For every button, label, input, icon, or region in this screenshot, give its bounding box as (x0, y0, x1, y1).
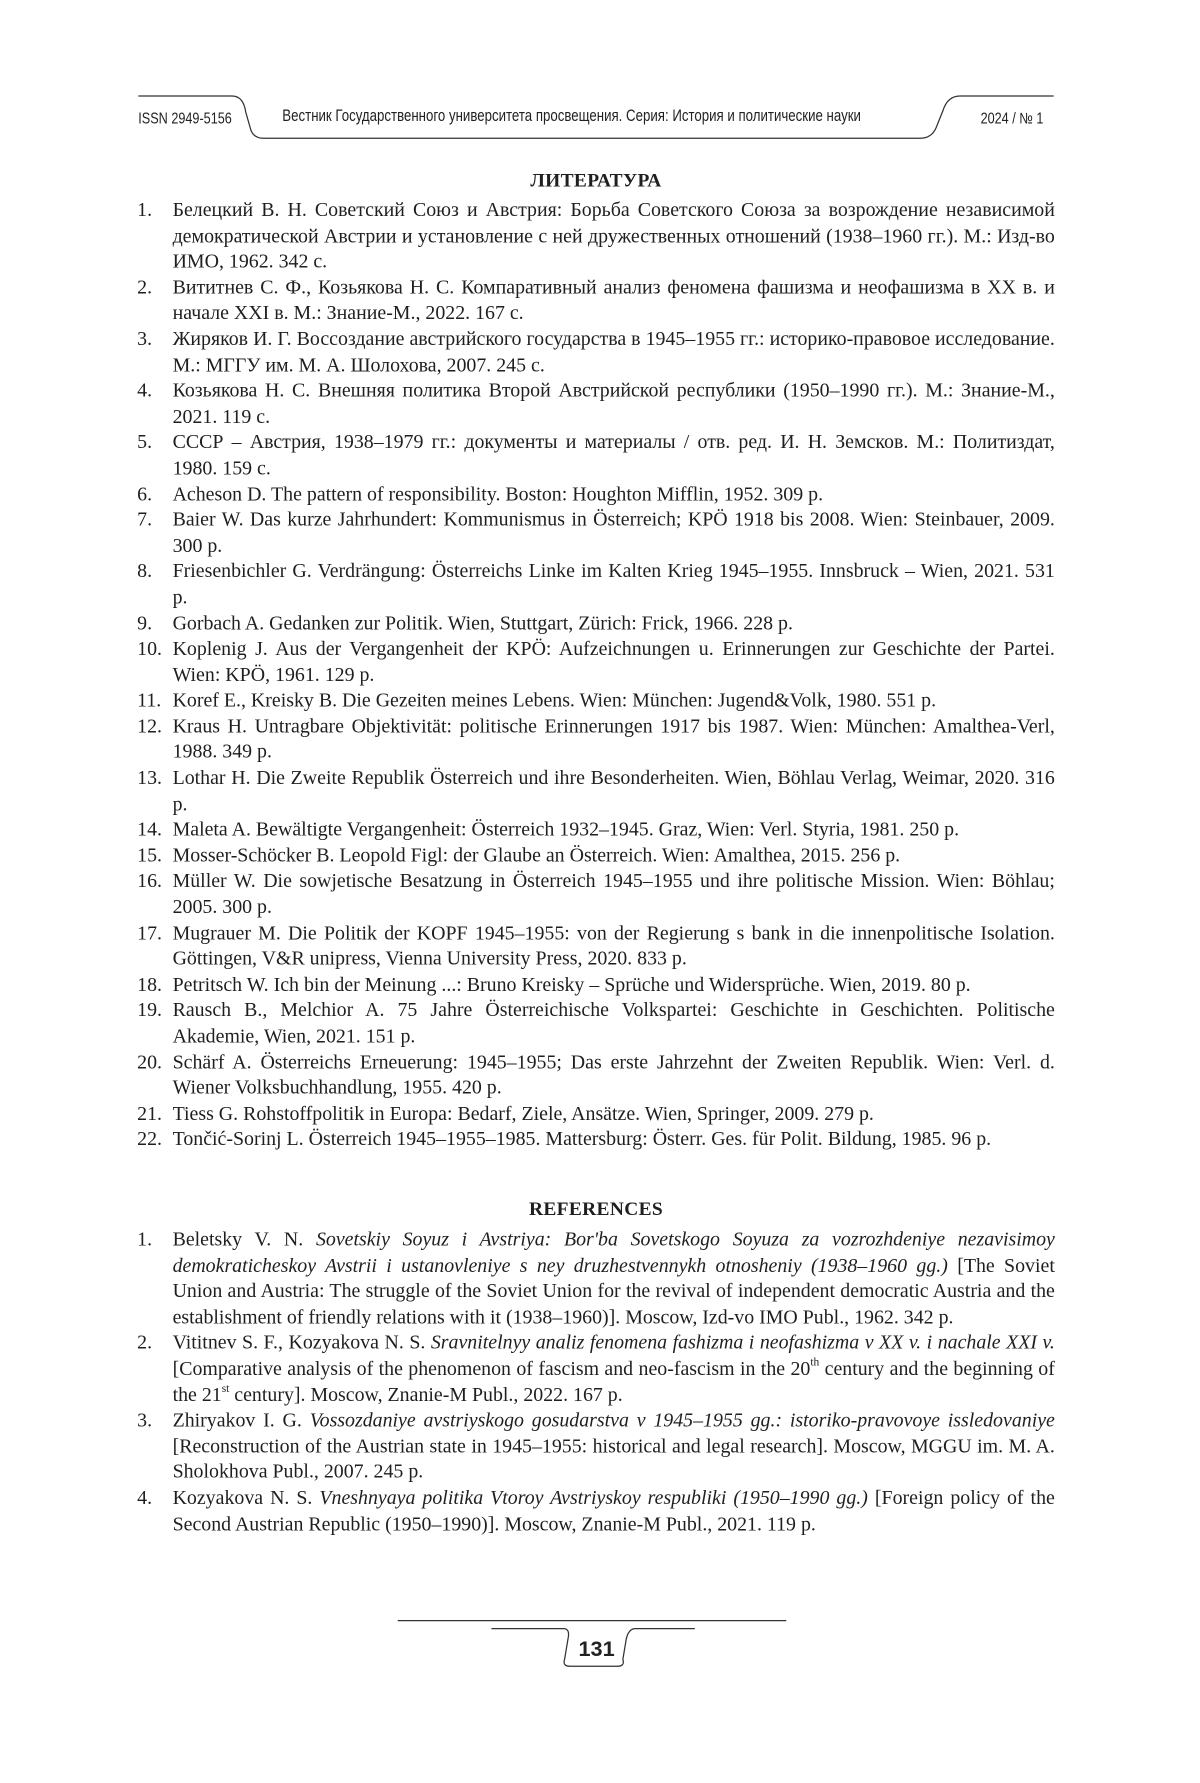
item-text: Acheson D. The pattern of responsibility. Boston: Houghton Mifflin, 1952. 309 p. (172, 481, 824, 505)
item-number: 3. (137, 326, 153, 350)
ref-translation: century]. Moscow, Znanie-M Publ., 2022. 167 p. (229, 1382, 623, 1406)
literature-item (137, 377, 1055, 429)
references-list (137, 1226, 1055, 1536)
literature-item (137, 274, 1055, 326)
item-text: Tiess G. Rohstoffpolitik in Europa: Bedarf, Ziele, Ansätze. Wien, Springer, 2009. 279 p. (172, 1101, 874, 1125)
item-number: 20. (137, 1049, 162, 1073)
literature-item (137, 636, 1055, 688)
item-number: 1. (137, 197, 153, 221)
item-text: Gorbach A. Gedanken zur Politik. Wien, Stuttgart, Zürich: Frick, 1966. 228 p. (172, 610, 793, 634)
literature-item (137, 506, 1055, 558)
literature-list (137, 197, 1055, 1152)
ref-title-transliterated: Sravnitelnyy analiz fenomena fashizma i neofashizma v XX v. i nachale XXI v. (430, 1330, 1055, 1354)
literature-item (137, 1126, 1055, 1152)
item-number: 13. (137, 765, 162, 789)
item-text: Козьякова Н. С. Внешняя политика Второй Австрийской республики (1950–1990 гг.). М.: Знание-М., 2021. 119 с. (172, 378, 1055, 428)
item-number: 6. (137, 481, 153, 505)
item-number: 21. (137, 1101, 162, 1125)
item-number: 7. (137, 507, 153, 531)
item-number: 22. (137, 1127, 162, 1151)
literature-item (137, 1100, 1055, 1126)
reference-item (137, 1407, 1055, 1484)
literature-item (137, 713, 1055, 765)
literature-item (137, 326, 1055, 378)
item-number: 2. (137, 275, 153, 299)
literature-item (137, 842, 1055, 868)
item-text: Mosser-Schöcker B. Leopold Figl: der Glaube an Österreich. Wien: Amalthea, 2015. 256 p. (172, 843, 901, 867)
literature-item (137, 481, 1055, 507)
item-number: 18. (137, 972, 162, 996)
item-text: Белецкий В. Н. Советский Союз и Австрия: Борьба Советского Союза за возрождение независимой демократической Австрии и установление с ней дружественных отношений (1938–1960 гг.). М.: Изд-во ИМО, 1962. 342 с. (172, 197, 1055, 273)
literature-item (137, 687, 1055, 713)
reference-item (137, 1484, 1055, 1536)
item-number: 10. (137, 636, 162, 660)
item-number: 4. (137, 1485, 153, 1509)
item-text: СССР – Австрия, 1938–1979 гг.: документы и материалы / отв. ред. И. Н. Земсков. М.: Политиздат, 1980. 159 с. (172, 430, 1055, 479)
item-number: 19. (137, 998, 162, 1022)
item-number: 15. (137, 843, 162, 867)
ref-translation: [Reconstruction of the Austrian state in 1945–1955: historical and legal research]. Moscow, MGGU im. M. A. Sholokhova Publ., 2007. 245 p. (172, 1433, 1055, 1483)
item-text: Вититнев С. Ф., Козьякова Н. С. Компаративный анализ феномена фашизма и неофашизма в XX в. и начале XXI в. М.: Знание-М., 2022. 167 с. (172, 275, 1055, 324)
literature-item (137, 816, 1055, 842)
item-text: Koplenig J. Aus der Vergangenheit der KPÖ: Aufzeichnungen u. Erinnerungen zur Geschichte der Partei. Wien: KPÖ, 1961. 129 p. (172, 636, 1055, 686)
item-text: Müller W. Die sowjetische Besatzung in Österreich 1945–1955 und ihre politische Mission. Wien: Böhlau; 2005. 300 p. (172, 869, 1055, 918)
item-number: 17. (137, 920, 162, 944)
item-text: Baier W. Das kurze Jahrhundert: Kommunismus in Österreich; KPÖ 1918 bis 2008. Wien: Steinbauer, 2009. 300 p. (172, 507, 1055, 557)
reference-item (137, 1330, 1055, 1407)
item-number: 16. (137, 869, 162, 892)
ref-translation: [Foreign policy of the Second Austrian Republic (1950–1990)]. Moscow, Znanie-M Publ., 2021. 119 p. (172, 1485, 1055, 1535)
item-text: Kraus H. Untragbare Objektivität: politische Erinnerungen 1917 bis 1987. Wien: München: Amalthea-Verl, 1988. 349 p. (172, 714, 1055, 763)
literature-item (137, 868, 1055, 920)
ref-author: Kozyakova N. S. (172, 1485, 313, 1509)
item-text: Rausch B., Melchior A. 75 Jahre Österreichische Volkspartei: Geschichte in Geschichten. Politische Akademie, Wien, 2021. 151 p. (172, 998, 1055, 1047)
literature-item (137, 765, 1055, 817)
item-number: 8. (137, 559, 153, 583)
ref-translation: [The Soviet Union and Austria: The struggle of the Soviet Union for the revival of independent democratic Austria and the establishment of friendly relations with it (1938–1960)]. Moscow, Izd-vo IMO Publ., 1962. 342 p. (172, 1253, 1055, 1328)
item-text: Maleta A. Bewältigte Vergangenheit: Österreich 1932–1945. Graz, Wien: Verl. Styria, 1981. 250 p. (172, 817, 960, 841)
ref-translation: century and the beginning of the 21 (172, 1356, 1055, 1406)
literature-item (137, 997, 1055, 1049)
literature-item (137, 429, 1055, 481)
item-number: 11. (137, 688, 162, 712)
item-number: 4. (137, 378, 153, 402)
ref-author: Beletsky V. N. (172, 1227, 304, 1251)
item-text: Friesenbichler G. Verdrängung: Österreichs Linke im Kalten Krieg 1945–1955. Innsbruck – Wien, 2021. 531 p. (172, 559, 1055, 608)
ref-title-transliterated: Sovetskiy Soyuz i Avstriya: Bor'ba Sovetskogo Soyuza za vozrozhdeniye nezavisimoy demokraticheskoy Avstrii i ustanovleniye s ney druzhestvennykh otnosheniy (1938–1960 gg.) (172, 1227, 1055, 1277)
ref-title-transliterated: Vneshnyaya politika Vtoroy Avstriyskoy respubliki (1950–1990 gg.) (319, 1485, 868, 1509)
item-number: 9. (137, 610, 153, 634)
item-number: 5. (137, 430, 153, 453)
item-text: Mugrauer M. Die Politik der KOPF 1945–1955: von der Regierung s bank in die innenpolitische Isolation. Göttingen, V&R unipress, Vienna University Press, 2020. 833 p. (172, 920, 1055, 970)
item-number: 2. (137, 1330, 153, 1354)
literature-item (137, 197, 1055, 274)
item-text: Жиряков И. Г. Воссоздание австрийского государства в 1945–1955 гг.: историко-правовое исследование. М.: МГГУ им. М. А. Шолохова, 2007. 245 с. (172, 326, 1055, 376)
literature-item (137, 920, 1055, 972)
item-number: 14. (137, 817, 162, 841)
item-text: Lothar H. Die Zweite Republik Österreich und ihre Besonderheiten. Wien, Böhlau Verlag, Weimar, 2020. 316 p. (172, 765, 1055, 815)
ordinal-suffix: st (221, 1382, 230, 1396)
reference-item (137, 1226, 1055, 1329)
ref-title-transliterated: Vossozdaniye avstriyskogo gosudarstva v 1945–1955 gg.: istoriko-pravovoye issledovaniye (309, 1408, 1055, 1432)
ordinal-suffix: th (810, 1356, 820, 1370)
item-text: Tončić-Sorinj L. Österreich 1945–1955–1985. Mattersburg: Österr. Ges. für Polit. Bildung, 1985. 96 p. (172, 1127, 992, 1151)
literature-item (137, 610, 1055, 636)
item-number: 1. (137, 1227, 153, 1251)
literature-item (137, 1049, 1055, 1101)
item-text: Koref E., Kreisky B. Die Gezeiten meines Lebens. Wien: München: Jugend&Volk, 1980. 551 p. (172, 688, 937, 712)
item-number: 3. (137, 1408, 153, 1432)
item-text: Schärf A. Österreichs Erneuerung: 1945–1955; Das erste Jahrzehnt der Zweiten Republik. Wien: Verl. d. Wiener Volksbuchhandlung, 1955. 420 p. (172, 1049, 1055, 1099)
header-issue: 2024 / № 1 (980, 109, 1044, 127)
page-number: 131 (578, 1637, 615, 1662)
ref-author: Zhiryakov I. G. (172, 1408, 302, 1432)
literature-item (137, 558, 1055, 610)
ref-author: Vititnev S. F., Kozyakova N. S. (172, 1330, 426, 1354)
item-number: 12. (137, 714, 162, 737)
references-heading: REFERENCES (528, 1197, 664, 1220)
header-journal-title: Вестник Государственного университета просвещения. Серия: История и политические науки (282, 107, 861, 126)
literature-item (137, 971, 1055, 997)
item-text: Petritsch W. Ich bin der Meinung ...: Bruno Kreisky – Sprüche und Widersprüche. Wien, 2019. 80 p. (172, 972, 971, 996)
ref-translation: [Comparative analysis of the phenomenon of fascism and neo-fascism in the 20 (172, 1356, 811, 1380)
header-issn: ISSN 2949-5156 (138, 109, 232, 127)
header-rule (0, 0, 1200, 160)
literature-heading: ЛИТЕРАТУРА (530, 169, 662, 191)
